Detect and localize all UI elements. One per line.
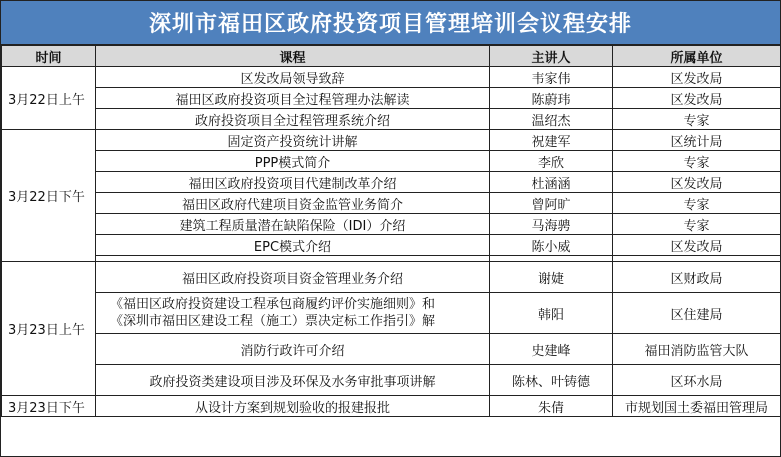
unit-cell[interactable]: 区住建局 xyxy=(613,293,781,334)
table-row xyxy=(2,214,781,235)
table-row xyxy=(2,334,781,365)
speaker-cell[interactable]: 谢婕 xyxy=(490,262,613,293)
speaker-cell[interactable]: 陈林、叶铸德 xyxy=(490,365,613,396)
speaker-cell[interactable]: 陈小威 xyxy=(490,235,613,256)
table-row xyxy=(2,172,781,193)
unit-cell[interactable]: 福田消防监管大队 xyxy=(613,334,781,365)
course-cell[interactable]: 消防行政许可介绍 xyxy=(96,334,490,365)
unit-cell[interactable]: 区发改局 xyxy=(613,235,781,256)
session-time[interactable]: 3月23日下午 xyxy=(2,396,96,417)
course-cell[interactable]: 政府投资项目全过程管理系统介绍 xyxy=(96,109,490,130)
course-line: 《深圳市福田区建设工程（施工）票决定标工作指引》解 xyxy=(110,314,436,329)
speaker-cell[interactable]: 祝建军 xyxy=(490,130,613,151)
unit-cell[interactable]: 专家 xyxy=(613,193,781,214)
course-cell[interactable]: 区发改局领导致辞 xyxy=(96,67,490,88)
unit-cell[interactable]: 专家 xyxy=(613,109,781,130)
table-row xyxy=(2,151,781,172)
unit-cell[interactable]: 区统计局 xyxy=(613,130,781,151)
unit-cell[interactable]: 区发改局 xyxy=(613,88,781,109)
table-row xyxy=(2,67,781,88)
course-cell[interactable]: 福田区政府投资项目代建制改革介绍 xyxy=(96,172,490,193)
table-row xyxy=(2,365,781,396)
course-cell[interactable]: 福田区政府代建项目资金监管业务简介 xyxy=(96,193,490,214)
course-cell[interactable]: 从设计方案到规划验收的报建报批 xyxy=(96,396,490,417)
table-row xyxy=(2,109,781,130)
unit-cell[interactable]: 区发改局 xyxy=(613,172,781,193)
speaker-cell[interactable]: 韩阳 xyxy=(490,293,613,334)
table-row xyxy=(2,293,781,334)
unit-cell[interactable]: 市规划国土委福田管理局 xyxy=(613,396,781,417)
speaker-cell[interactable]: 史建峰 xyxy=(490,334,613,365)
header-unit[interactable]: 所属单位 xyxy=(613,46,781,67)
unit-cell[interactable]: 区环水局 xyxy=(613,365,781,396)
unit-cell[interactable]: 区财政局 xyxy=(613,262,781,293)
speaker-cell[interactable]: 韦家伟 xyxy=(490,67,613,88)
course-cell[interactable]: 福田区政府投资项目全过程管理办法解读 xyxy=(96,88,490,109)
speaker-cell[interactable]: 陈蔚玮 xyxy=(490,88,613,109)
course-cell[interactable]: PPP模式简介 xyxy=(96,151,490,172)
table-row xyxy=(2,235,781,256)
session-time[interactable]: 3月22日下午 xyxy=(2,130,96,262)
speaker-cell[interactable]: 马海骋 xyxy=(490,214,613,235)
speaker-cell[interactable]: 朱倩 xyxy=(490,396,613,417)
agenda-table xyxy=(1,45,781,417)
unit-cell[interactable]: 区发改局 xyxy=(613,67,781,88)
course-line: 《福田区政府投资建设工程承包商履约评价实施细则》和 xyxy=(110,297,436,312)
course-cell[interactable]: EPC模式介绍 xyxy=(96,235,490,256)
header-row xyxy=(2,46,781,67)
page-title: 深圳市福田区政府投资项目管理培训会议程安排 xyxy=(1,1,780,45)
speaker-cell[interactable]: 杜涵涵 xyxy=(490,172,613,193)
unit-cell[interactable]: 专家 xyxy=(613,214,781,235)
header-speaker[interactable]: 主讲人 xyxy=(490,46,613,67)
course-cell[interactable]: 建筑工程质量潜在缺陷保险（IDI）介绍 xyxy=(96,214,490,235)
session-time[interactable]: 3月23日上午 xyxy=(2,262,96,396)
table-row xyxy=(2,396,781,417)
table-row xyxy=(2,262,781,293)
table-row xyxy=(2,130,781,151)
course-cell[interactable]: 固定资产投资统计讲解 xyxy=(96,130,490,151)
header-course[interactable]: 课程 xyxy=(96,46,490,67)
session-time[interactable]: 3月22日上午 xyxy=(2,67,96,130)
table-row xyxy=(2,193,781,214)
speaker-cell[interactable]: 李欣 xyxy=(490,151,613,172)
speaker-cell[interactable]: 温绍杰 xyxy=(490,109,613,130)
speaker-cell[interactable]: 曾阿旷 xyxy=(490,193,613,214)
table-row xyxy=(2,88,781,109)
unit-cell[interactable]: 专家 xyxy=(613,151,781,172)
course-cell[interactable] xyxy=(96,293,490,334)
course-cell[interactable]: 福田区政府投资项目资金管理业务介绍 xyxy=(96,262,490,293)
header-time[interactable]: 时间 xyxy=(2,46,96,67)
course-cell[interactable]: 政府投资类建设项目涉及环保及水务审批事项讲解 xyxy=(96,365,490,396)
